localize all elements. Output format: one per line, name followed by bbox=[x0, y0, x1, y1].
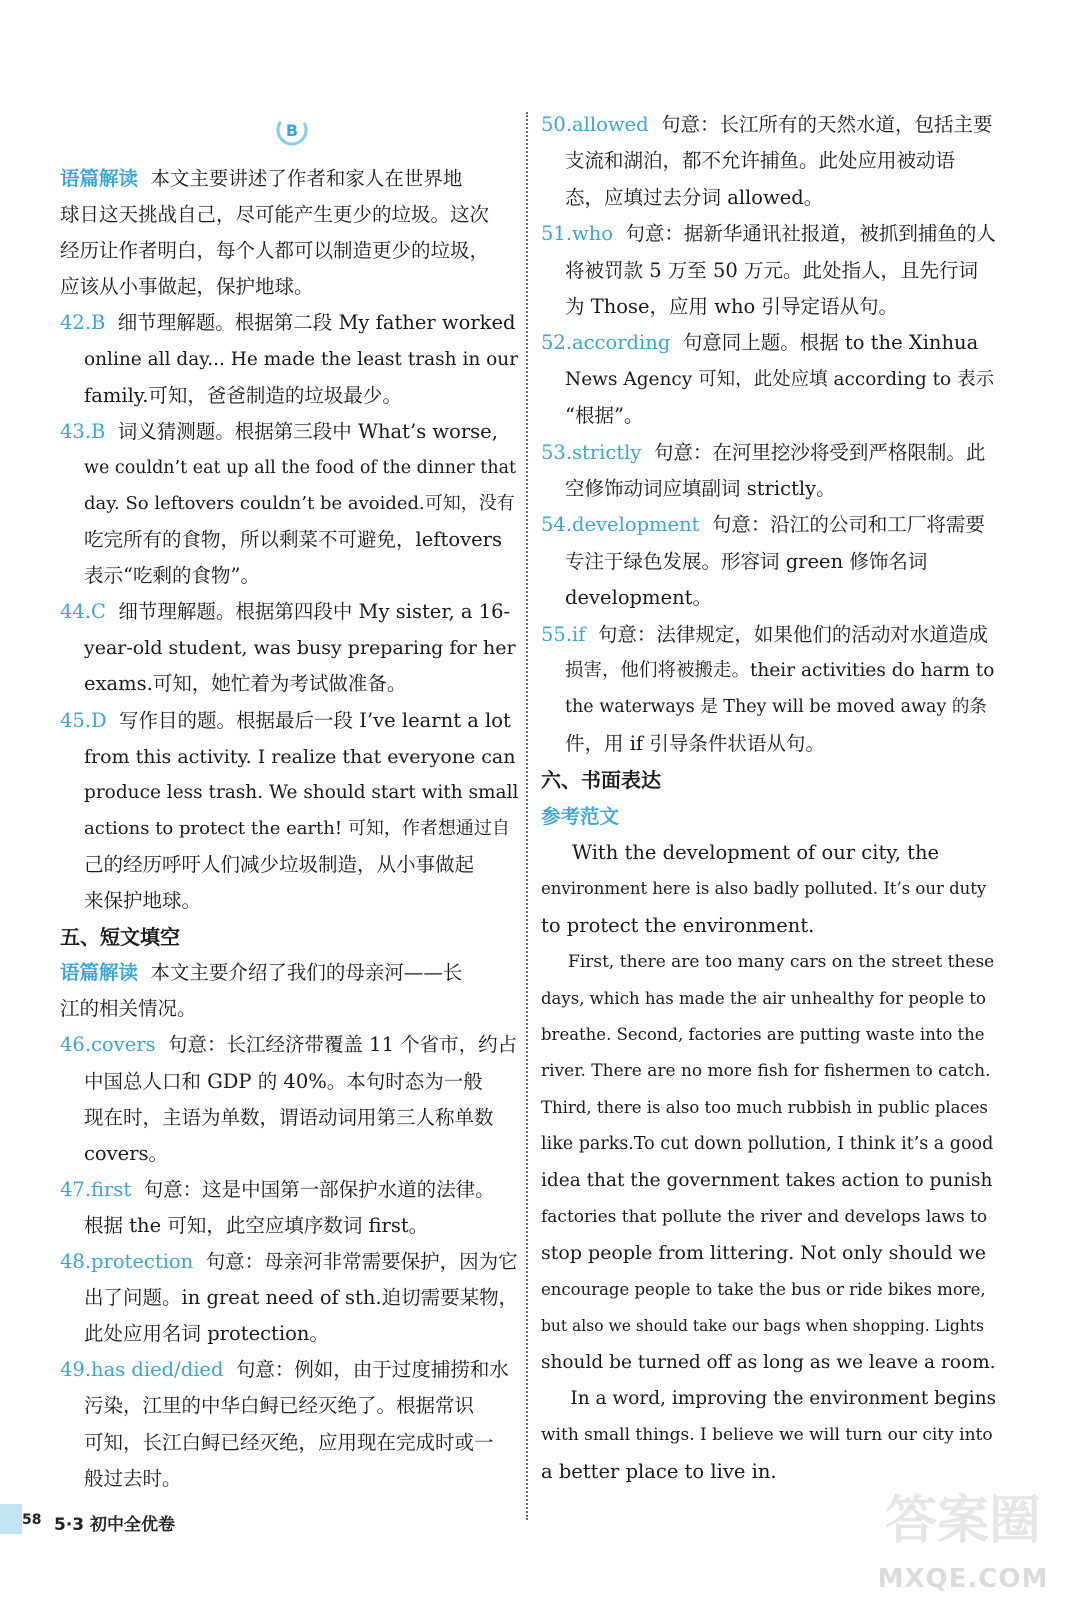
line-text: 应该从小事做起，保护地球。 bbox=[60, 275, 314, 299]
text-line bbox=[565, 148, 955, 174]
answer-number: 54.development bbox=[541, 513, 700, 537]
answer-number: 55.if bbox=[541, 622, 586, 646]
watermark-url: MXQE.COM bbox=[877, 1564, 1049, 1594]
column-divider bbox=[526, 112, 528, 1520]
line-text: 此处应用名词 protection。 bbox=[84, 1322, 329, 1346]
answer-number: 50.allowed bbox=[541, 113, 649, 136]
line-text: 空修饰动词应填副词 strictly。 bbox=[565, 477, 836, 500]
line-text: 经历让作者明白，每个人都可以制造更少的垃圾， bbox=[60, 239, 490, 263]
line-text: 将被罚款 5 万至 50 万元。此处指人，且先行词 bbox=[565, 258, 979, 282]
line-text: online all day... He made the least trash in our bbox=[84, 348, 519, 370]
line-text: 句意同上题。根据 to the Xinhua bbox=[670, 331, 979, 355]
line-text: we couldn’t eat up all the food of the dinner that bbox=[84, 457, 517, 478]
text-line bbox=[60, 1249, 518, 1275]
text-line bbox=[565, 476, 836, 502]
line-text: With the development of our city, the bbox=[541, 841, 940, 864]
line-text: 句意：长江所有的天然水道，包括主要 bbox=[648, 113, 993, 136]
text-line bbox=[84, 1141, 168, 1167]
line-text: 细节理解题。根据第四段中 My sister, a 16- bbox=[105, 600, 511, 624]
section-b-badge bbox=[274, 112, 310, 148]
line-text: factories that pollute the river and develops laws to bbox=[541, 1207, 988, 1227]
answer-number: 51.who bbox=[541, 222, 614, 246]
answer-number: 42.B bbox=[60, 311, 106, 335]
watermark-title: 答案圈 bbox=[884, 1491, 1041, 1551]
text-line bbox=[565, 585, 712, 611]
text-line bbox=[84, 1430, 494, 1456]
line-text: family.可知，爸爸制造的垃圾最少。 bbox=[84, 383, 402, 407]
line-text: 己的经历呼吁人们减少垃圾制造，从小事做起 bbox=[84, 852, 475, 876]
text-line bbox=[541, 1095, 988, 1121]
text-line bbox=[84, 888, 201, 914]
text-line bbox=[84, 1321, 329, 1347]
text-line bbox=[84, 1393, 474, 1419]
line-text: with small things. I believe we will turn our city into bbox=[541, 1425, 993, 1446]
answer-number: 48.protection bbox=[60, 1250, 194, 1273]
line-text: 本文主要讲述了作者和家人在世界地 bbox=[138, 167, 463, 190]
text-line bbox=[565, 658, 994, 684]
line-text: 本文主要介绍了我们的母亲河——长 bbox=[138, 961, 463, 985]
footer-bar bbox=[0, 1504, 22, 1534]
text-line bbox=[565, 294, 898, 320]
line-text: 句意：母亲河非常需要保护，因为它 bbox=[193, 1250, 518, 1273]
text-line bbox=[541, 440, 985, 466]
line-text: 出了问题。in great need of sth.迫切需要某物， bbox=[84, 1286, 519, 1310]
line-text: 写作目的题。根据最后一段 I’ve learnt a lot bbox=[106, 708, 511, 732]
text-line bbox=[541, 512, 985, 538]
text-line bbox=[84, 1069, 483, 1095]
text-line bbox=[84, 1213, 428, 1239]
text-line bbox=[60, 166, 462, 192]
text-line bbox=[541, 1058, 991, 1084]
text-line bbox=[565, 185, 823, 211]
text-line bbox=[84, 852, 474, 878]
text-line bbox=[60, 1357, 509, 1383]
line-text: produce less trash. We should start with small bbox=[84, 781, 519, 803]
line-text: 江的相关情况。 bbox=[60, 997, 197, 1021]
text-line bbox=[541, 1313, 984, 1339]
text-line bbox=[60, 996, 197, 1022]
line-text: 根据 the 可知，此空应填序数词 first。 bbox=[84, 1213, 429, 1237]
section-label: 语篇解读 bbox=[60, 167, 139, 190]
line-text: a better place to live in. bbox=[541, 1459, 777, 1483]
text-line bbox=[541, 1350, 996, 1376]
line-text: covers。 bbox=[84, 1141, 169, 1165]
text-line bbox=[541, 221, 996, 247]
line-text: day. So leftovers couldn’t be avoided.可知，没有 bbox=[84, 492, 515, 514]
line-text: 细节理解题。根据第二段 My father worked bbox=[105, 311, 516, 335]
line-text: idea that the government takes action to punish bbox=[541, 1169, 993, 1191]
line-text: year-old student, was busy preparing for her bbox=[84, 637, 516, 660]
answer-number: 45.D bbox=[60, 708, 107, 732]
line-text: 中国总人口和 GDP 的 40%。本句时态为一般 bbox=[84, 1069, 483, 1093]
line-text: 来保护地球。 bbox=[84, 889, 202, 912]
text-line bbox=[60, 238, 489, 264]
line-text: 句意：在河里挖沙将受到严格限制。此 bbox=[641, 440, 986, 464]
text-line bbox=[60, 924, 180, 951]
line-text: “根据”。 bbox=[565, 404, 644, 428]
line-text: exams.可知，她忙着为考试做准备。 bbox=[84, 672, 407, 696]
answer-number: 49.has died/died bbox=[60, 1358, 224, 1382]
line-text: 专注于绿色发展。形容词 green 修饰名词 bbox=[565, 549, 928, 573]
text-line bbox=[84, 671, 406, 697]
answer-number: 46.covers bbox=[60, 1033, 156, 1057]
line-text: In a word, improving the environment begins bbox=[541, 1388, 997, 1409]
text-line bbox=[565, 549, 927, 575]
line-text: 现在时，主语为单数，谓语动词用第三人称单数 bbox=[84, 1105, 494, 1129]
text-line bbox=[60, 202, 489, 228]
text-line bbox=[541, 1022, 985, 1048]
answer-number: 44.C bbox=[60, 600, 106, 624]
text-line bbox=[565, 367, 994, 393]
line-text: river. There are no more fish for fishermen to catch. bbox=[541, 1061, 991, 1082]
text-line bbox=[541, 622, 988, 648]
section-label: 参考范文 bbox=[541, 804, 620, 828]
answer-number: 53.strictly bbox=[541, 440, 642, 464]
line-text: 件，用 if 引导条件状语从句。 bbox=[565, 731, 825, 755]
text-line bbox=[541, 1168, 992, 1194]
section-label: 语篇解读 bbox=[60, 961, 139, 985]
line-text: but also we should take our bags when shopping. Lights bbox=[541, 1317, 984, 1336]
section-heading: 五、短文填空 bbox=[60, 925, 180, 950]
text-line bbox=[84, 455, 516, 481]
line-text: encourage people to take the bus or ride bikes more, bbox=[541, 1279, 986, 1299]
text-line bbox=[565, 403, 643, 429]
line-text: from this activity. I realize that everyone can bbox=[84, 745, 516, 768]
line-text: 支流和湖泊，都不允许捕鱼。此处应用被动语 bbox=[565, 149, 956, 173]
line-text: to protect the environment. bbox=[541, 913, 815, 937]
text-line bbox=[60, 274, 314, 300]
text-line bbox=[541, 1386, 996, 1412]
text-line bbox=[84, 1105, 494, 1131]
section-heading: 六、书面表达 bbox=[541, 768, 661, 793]
line-text: 般过去时。 bbox=[84, 1466, 182, 1490]
text-line bbox=[60, 708, 511, 734]
line-text: 句意：例如，由于过度捕捞和水 bbox=[223, 1358, 509, 1382]
line-text: 句意：法律规定，如果他们的活动对水道造成 bbox=[585, 622, 988, 646]
line-text: breathe. Second, factories are putting waste into the bbox=[541, 1025, 985, 1044]
text-line bbox=[541, 949, 994, 975]
text-line bbox=[84, 1285, 518, 1311]
line-text: 为 Those，应用 who 引导定语从句。 bbox=[565, 295, 898, 318]
text-line bbox=[84, 744, 516, 770]
text-line bbox=[84, 491, 515, 517]
text-line bbox=[84, 1466, 182, 1492]
text-line bbox=[60, 419, 498, 445]
text-line bbox=[84, 635, 516, 661]
line-text: 污染，江里的中华白鲟已经灭绝了。根据常识 bbox=[84, 1394, 475, 1418]
line-text: the waterways 是 They will be moved away 的条 bbox=[565, 697, 987, 718]
answer-number: 52.according bbox=[541, 331, 671, 355]
line-text: Third, there is also too much rubbish in public places bbox=[541, 1097, 988, 1117]
watermark-logo bbox=[858, 1478, 1068, 1600]
text-line bbox=[541, 986, 986, 1012]
text-line bbox=[84, 816, 510, 842]
line-text: 句意：据新华通讯社报道，被抓到捕鱼的人 bbox=[613, 222, 996, 246]
badge-letter: B bbox=[285, 121, 299, 140]
line-text: development。 bbox=[565, 586, 712, 610]
text-line bbox=[541, 840, 939, 866]
line-text: 表示“吃剩的食物”。 bbox=[84, 564, 260, 588]
text-line bbox=[84, 347, 518, 373]
line-text: 态，应填过去分词 allowed。 bbox=[565, 185, 824, 209]
text-line bbox=[541, 913, 814, 939]
line-text: 吃完所有的食物，所以剩菜不可避免，leftovers bbox=[84, 528, 502, 551]
line-text: 球日这天挑战自己，尽可能产生更少的垃圾。这次 bbox=[60, 203, 490, 227]
text-line bbox=[84, 527, 502, 553]
text-line bbox=[541, 112, 992, 138]
text-line bbox=[541, 1240, 986, 1266]
text-line bbox=[541, 876, 986, 902]
text-line bbox=[84, 780, 518, 806]
line-text: First, there are too many cars on the street these bbox=[541, 952, 995, 973]
text-line bbox=[60, 1032, 517, 1058]
text-line bbox=[84, 563, 260, 589]
line-text: stop people from littering. Not only should we bbox=[541, 1242, 987, 1265]
page-number: 58 bbox=[22, 1512, 42, 1528]
line-text: should be turned off as long as we leave a room. bbox=[541, 1351, 996, 1373]
text-line bbox=[565, 731, 825, 757]
line-text: like parks.To cut down pollution, I think it’s a good bbox=[541, 1134, 994, 1155]
text-line bbox=[565, 694, 987, 720]
line-text: News Agency 可知，此处应填 according to 表示 bbox=[565, 368, 995, 390]
line-text: 可知，长江白鲟已经灭绝，应用现在完成时或一 bbox=[84, 1430, 494, 1454]
text-line bbox=[541, 1459, 777, 1485]
line-text: 句意：沿江的公司和工厂将需要 bbox=[699, 513, 985, 537]
line-text: 词义猜测题。根据第三段中 What’s worse, bbox=[105, 419, 498, 443]
text-line bbox=[541, 330, 978, 356]
footer-brand: 5·3 初中全优卷 bbox=[54, 1515, 176, 1535]
text-line bbox=[541, 1204, 987, 1230]
text-line bbox=[565, 258, 978, 284]
answer-number: 47.first bbox=[60, 1177, 132, 1201]
line-text: environment here is also badly polluted. It’s our duty bbox=[541, 879, 987, 899]
text-line bbox=[541, 767, 661, 794]
text-line bbox=[541, 1131, 993, 1157]
answer-number: 43.B bbox=[60, 419, 106, 443]
text-line bbox=[60, 1177, 495, 1203]
text-line bbox=[84, 383, 402, 409]
text-line bbox=[60, 599, 510, 625]
text-line bbox=[541, 804, 619, 830]
line-text: 句意：长江经济带覆盖 11 个省市，约占 bbox=[155, 1033, 518, 1057]
text-line bbox=[541, 1277, 986, 1303]
text-line bbox=[541, 1422, 993, 1448]
text-line bbox=[60, 960, 462, 986]
line-text: 句意：这是中国第一部保护水道的法律。 bbox=[131, 1177, 495, 1201]
text-line bbox=[60, 310, 516, 336]
line-text: days, which has made the air unhealthy for people to bbox=[541, 988, 986, 1008]
line-text: 损害，他们将被搬走。their activities do harm to bbox=[565, 660, 995, 681]
line-text: actions to protect the earth! 可知，作者想通过自 bbox=[84, 817, 510, 839]
